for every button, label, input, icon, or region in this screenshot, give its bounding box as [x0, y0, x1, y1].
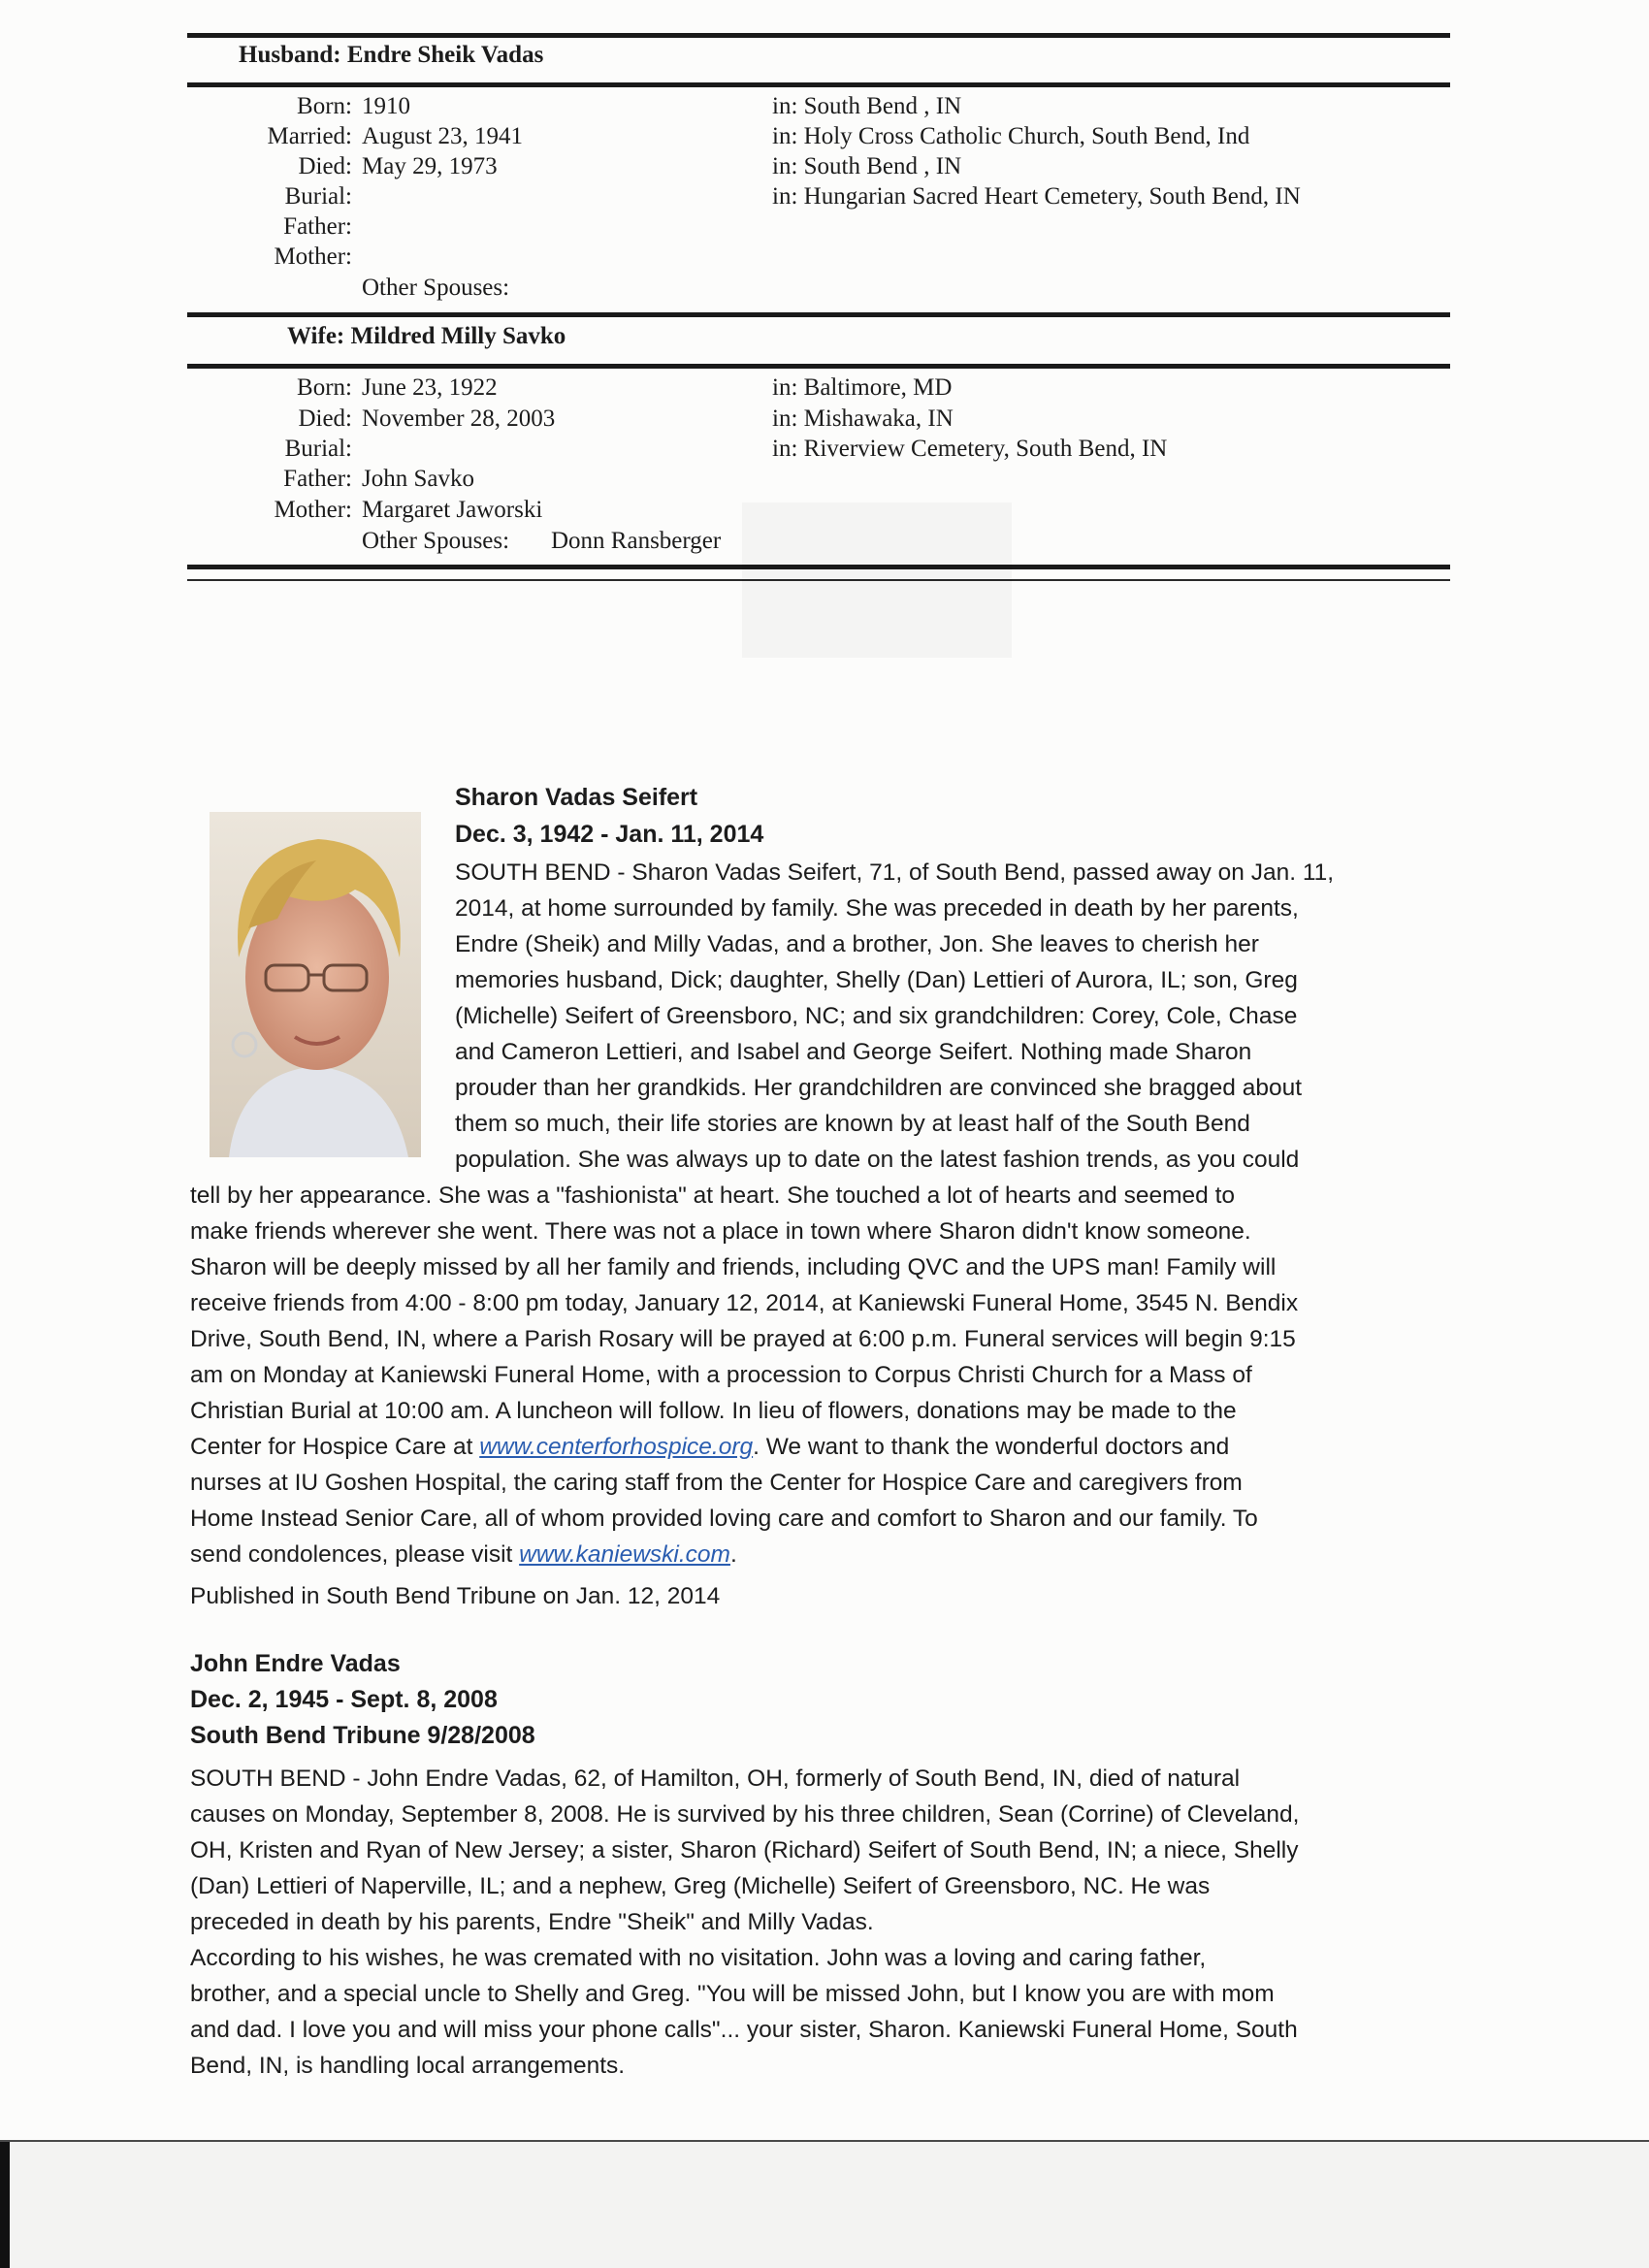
scan-edge-line [0, 2140, 1649, 2142]
husband-mother-label: Mother: [274, 243, 352, 270]
husband-burial-label: Burial: [284, 183, 352, 210]
bleed-through-shadow [742, 502, 1012, 658]
wife-mother-value: Margaret Jaworski [362, 497, 543, 523]
obit1-line: 2014, at home surrounded by family. She was preceded in death by her parents, [455, 895, 1299, 922]
husband-born-label: Born: [297, 93, 352, 119]
husband-father-label: Father: [283, 213, 352, 240]
wife-other-spouses-label: Other Spouses: [362, 528, 510, 554]
hospice-link[interactable]: www.centerforhospice.org [479, 1434, 754, 1460]
obit1-hospice-line [190, 1429, 1229, 1465]
husband-married-value: August 23, 1941 [362, 123, 523, 149]
husband-burial-place: in: Hungarian Sacred Heart Cemetery, South Bend, IN [772, 183, 1301, 210]
obit2-line: According to his wishes, he was cremated with no visitation. John was a loving and caring father, [190, 1945, 1207, 1971]
wife-header [287, 323, 566, 350]
husband-born-value: 1910 [362, 93, 410, 119]
husband-rule [187, 82, 1450, 87]
obit2-dates: Dec. 2, 1945 - Sept. 8, 2008 [190, 1686, 498, 1713]
wife-burial-label: Burial: [284, 436, 352, 462]
husband-married-place: in: Holy Cross Catholic Church, South Bend, Ind [772, 123, 1250, 149]
husband-died-label: Died: [298, 153, 352, 179]
husband-married-label: Married: [267, 123, 352, 149]
obit1-name: Sharon Vadas Seifert [455, 784, 698, 811]
obit2-line: brother, and a special uncle to Shelly and Greg. "You will be missed John, but I know you are with mom [190, 1981, 1275, 2007]
wife-died-label: Died: [298, 405, 352, 432]
obit1-line: Drive, South Bend, IN, where a Parish Rosary will be prayed at 6:00 p.m. Funeral services will begin 9:15 [190, 1326, 1296, 1352]
sharon-portrait-photo [210, 812, 421, 1157]
wife-top-rule [187, 312, 1450, 317]
husband-died-value: May 29, 1973 [362, 153, 498, 179]
obit2-line: SOUTH BEND - John Endre Vadas, 62, of Hamilton, OH, formerly of South Bend, IN, died of natural [190, 1766, 1241, 1792]
obit2-line: preceded in death by his parents, Endre "Sheik" and Milly Vadas. [190, 1909, 874, 1935]
obit1-published: Published in South Bend Tribune on Jan. 12, 2014 [190, 1583, 721, 1609]
wife-header-label: Wife: [287, 323, 345, 349]
obit2-line: and dad. I love you and will miss your phone calls"... your sister, Sharon. Kaniewski Funeral Home, South [190, 2017, 1298, 2043]
wife-mother-label: Mother: [274, 497, 352, 523]
top-rule [187, 33, 1450, 38]
wife-born-value: June 23, 1922 [362, 374, 498, 401]
obit1-line: Sharon will be deeply missed by all her family and friends, including QVC and the UPS man! Family will [190, 1254, 1277, 1280]
obit2-name: John Endre Vadas [190, 1650, 401, 1677]
wife-rule [187, 364, 1450, 369]
obit1-line: them so much, their life stories are known by at least half of the South Bend [455, 1111, 1250, 1137]
husband-header-label: Husband: [239, 42, 341, 68]
obit1-line: and Cameron Lettieri, and Isabel and George Seifert. Nothing made Sharon [455, 1039, 1252, 1065]
husband-name: Endre Sheik Vadas [346, 42, 544, 68]
husband-other-spouses-label: Other Spouses: [362, 275, 510, 301]
obit1-line: SOUTH BEND - Sharon Vadas Seifert, 71, of South Bend, passed away on Jan. 11, [455, 859, 1335, 886]
obit1-line: make friends wherever she went. There was not a place in town where Sharon didn't know someone. [190, 1218, 1251, 1245]
obit2-line: OH, Kristen and Ryan of New Jersey; a sister, Sharon (Richard) Seifert of South Bend, IN; a niece, Shelly [190, 1837, 1299, 1863]
wife-other-spouses-value: Donn Ransberger [551, 528, 722, 554]
obit1-line: memories husband, Dick; daughter, Shelly (Dan) Lettieri of Aurora, IL; son, Greg [455, 967, 1298, 993]
obit1-condolence-line [190, 1537, 737, 1572]
husband-header [239, 42, 543, 69]
obit1-line: population. She was always up to date on the latest fashion trends, as you could [455, 1147, 1300, 1173]
obit1-hospice-prefix: Center for Hospice Care at [190, 1434, 480, 1460]
obit1-line: prouder than her grandkids. Her grandchildren are convinced she bragged about [455, 1075, 1303, 1101]
wife-died-value: November 28, 2003 [362, 405, 556, 432]
obit1-dates: Dec. 3, 1942 - Jan. 11, 2014 [455, 821, 764, 848]
wife-born-place: in: Baltimore, MD [772, 374, 953, 401]
scan-bottom-margin [0, 2142, 1649, 2268]
obit1-line: am on Monday at Kaniewski Funeral Home, with a procession to Corpus Christi Church for a Mass of [190, 1362, 1252, 1388]
obit1-line: (Michelle) Seifert of Greensboro, NC; and six grandchildren: Corey, Cole, Chase [455, 1003, 1298, 1029]
obit2-line: Bend, IN, is handling local arrangements. [190, 2053, 626, 2079]
wife-died-place: in: Mishawaka, IN [772, 405, 954, 432]
obit2-line: (Dan) Lettieri of Naperville, IL; and a nephew, Greg (Michelle) Seifert of Greensboro, NC. He was [190, 1873, 1211, 1899]
obit2-line: causes on Monday, September 8, 2008. He is survived by his three children, Sean (Corrine) of Cleveland, [190, 1801, 1300, 1828]
husband-died-place: in: South Bend , IN [772, 153, 962, 179]
obit1-condolence-suffix: . [729, 1541, 737, 1568]
scan-edge-shadow [0, 2142, 10, 2268]
obit1-line: Endre (Sheik) and Milly Vadas, and a brother, Jon. She leaves to cherish her [455, 931, 1259, 957]
husband-born-place: in: South Bend , IN [772, 93, 962, 119]
obit1-line: receive friends from 4:00 - 8:00 pm today, January 12, 2014, at Kaniewski Funeral Home, 3545 N. Bendix [190, 1290, 1299, 1316]
obit1-condolence-prefix: send condolences, please visit [190, 1541, 520, 1568]
kaniewski-link[interactable]: www.kaniewski.com [519, 1541, 730, 1568]
obit1-line: Home Instead Senior Care, all of whom provided loving care and comfort to Sharon and our family. To [190, 1506, 1258, 1532]
obit1-line: Christian Burial at 10:00 am. A luncheon will follow. In lieu of flowers, donations may be made to the [190, 1398, 1237, 1424]
wife-father-value: John Savko [362, 466, 474, 492]
obit1-hospice-suffix: . We want to thank the wonderful doctors and [753, 1434, 1230, 1460]
obit1-line: tell by her appearance. She was a "fashionista" at heart. She touched a lot of hearts and seemed to [190, 1183, 1236, 1209]
obit2-source: South Bend Tribune 9/28/2008 [190, 1722, 535, 1749]
wife-name: Mildred Milly Savko [350, 323, 566, 349]
wife-born-label: Born: [297, 374, 352, 401]
wife-father-label: Father: [283, 466, 352, 492]
wife-burial-place: in: Riverview Cemetery, South Bend, IN [772, 436, 1168, 462]
obit1-line: nurses at IU Goshen Hospital, the caring staff from the Center for Hospice Care and caregivers from [190, 1470, 1243, 1496]
